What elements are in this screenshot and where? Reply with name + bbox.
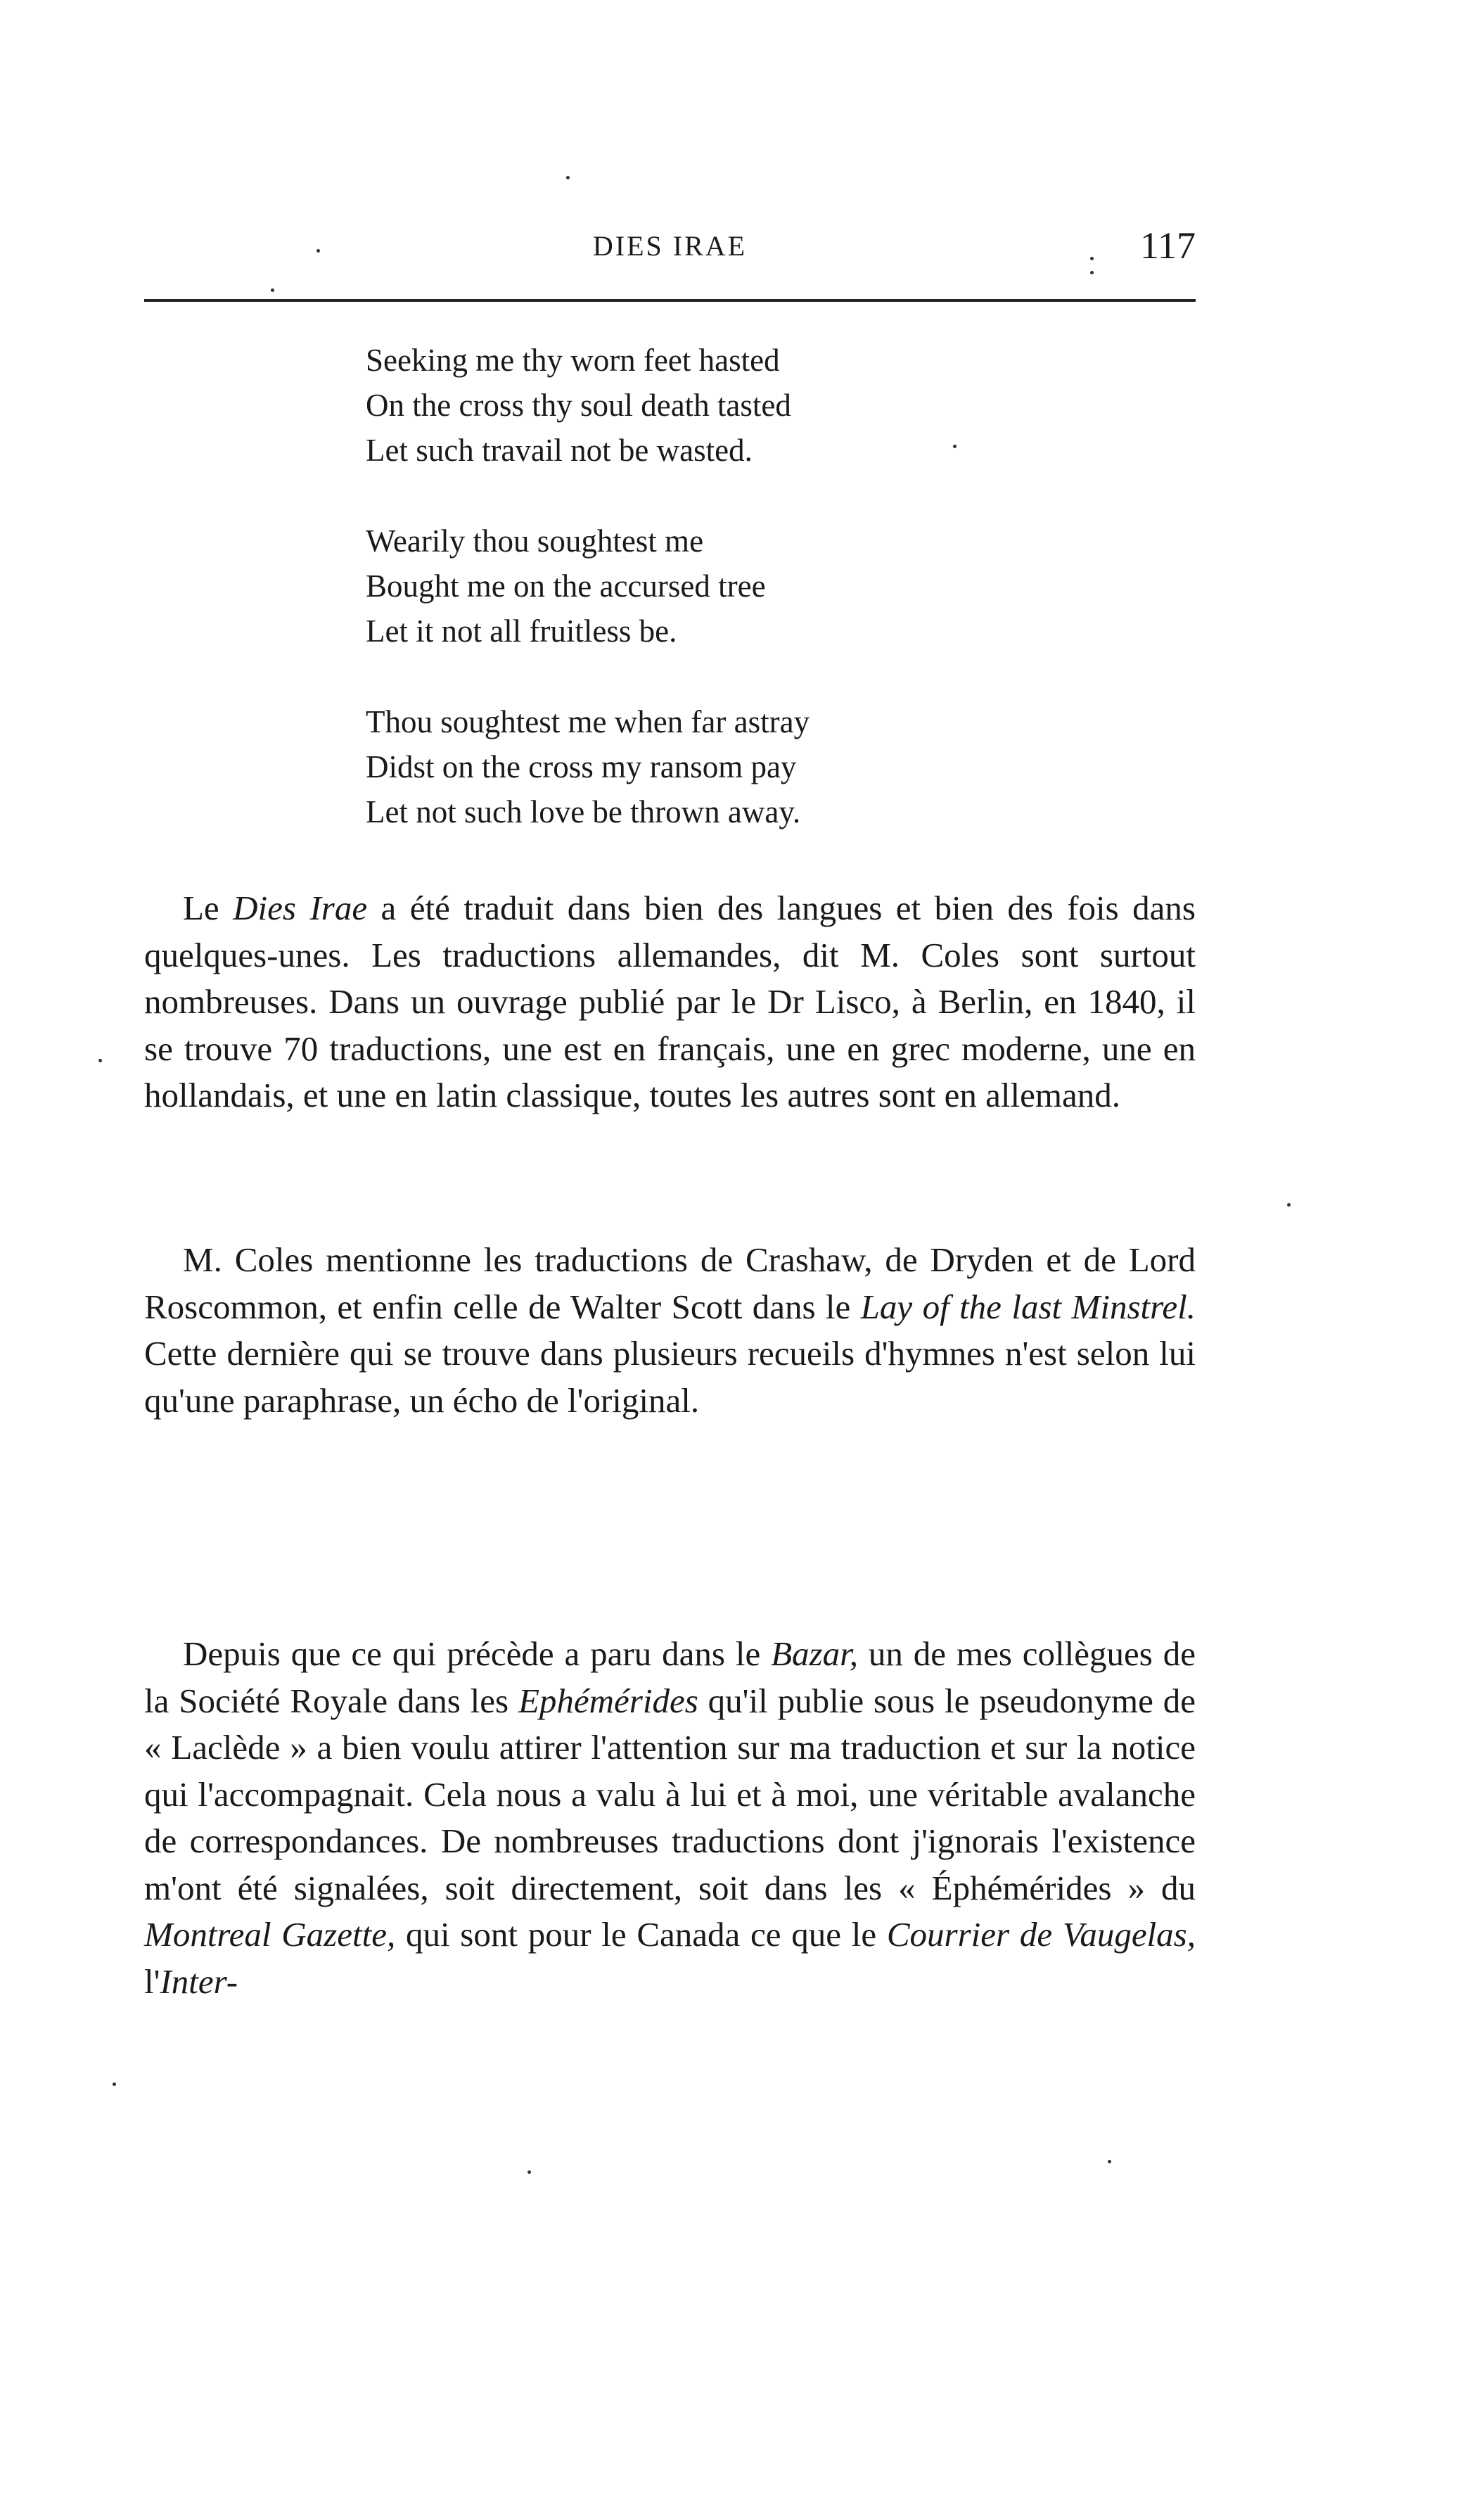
scan-speck (953, 445, 957, 448)
italic-title: Montreal Gazette, (144, 1915, 396, 1954)
poem-line: Didst on the cross my ransom pay (366, 749, 797, 784)
scan-speck (98, 1059, 102, 1062)
poem-line: Thou soughtest me when far astray (366, 704, 810, 739)
scan-speck (566, 176, 570, 179)
scan-speck (1287, 1203, 1291, 1207)
poem-line: Let it not all fruitless be. (366, 613, 677, 649)
scan-speck (271, 288, 274, 292)
poem-stanza (366, 338, 810, 473)
paragraph-text: un de mes collègues de la Société Royale dans les (144, 1634, 1196, 1720)
paragraph-text: a été traduit dans bien des langues et bien des fois dans quelques-unes. Les traductions allemandes, dit M. Coles sont surtout nombreuses. Dans un ouvrage publié par le Dr Lisco, à Berlin, en 1840, il se trouve 70 traductions, une est en français, une en grec moderne, une en hollandais, et une en latin classique, toutes les autres sont en allemand. (144, 889, 1196, 1114)
paragraph-translations-count (144, 885, 1196, 1119)
poem (366, 338, 810, 834)
poem-line: Wearily thou soughtest me (366, 523, 704, 559)
scan-speck (1090, 271, 1094, 274)
italic-title: Ephémérides (518, 1681, 698, 1720)
paragraph-text: Le (183, 889, 234, 927)
paragraph-text: M. Coles mentionne les traductions de Crashaw, de Dryden et de Lord Roscommon, et enfin celle de Walter Scott dans le (144, 1240, 1196, 1326)
running-header (144, 224, 1196, 280)
poem-line: Let not such love be thrown away. (366, 794, 801, 829)
poem-line: Seeking me thy worn feet hasted (366, 343, 780, 378)
poem-stanza (366, 519, 810, 654)
italic-title: Dies Irae (233, 889, 368, 927)
paragraph-text: qui sont pour le Canada ce que le (395, 1915, 887, 1954)
italic-title: Bazar, (771, 1634, 858, 1673)
running-title: DIES IRAE (592, 230, 748, 262)
header-rule (144, 299, 1196, 302)
italic-title: Courrier de Vaugelas, (886, 1915, 1196, 1954)
italic-title: Lay of the last Minstrel. (860, 1287, 1196, 1326)
scan-speck (527, 2170, 531, 2174)
poem-line: On the cross thy soul death tasted (366, 388, 791, 423)
scan-speck (113, 2082, 116, 2086)
paragraph-english-translations (144, 1237, 1196, 1424)
paragraph-text: Cette dernière qui se trouve dans plusieurs recueils d'hymnes n'est selon lui qu'une paraphrase, un écho de l'original. (144, 1334, 1196, 1420)
paragraph-correspondence (144, 1631, 1196, 2005)
scan-speck (1090, 257, 1094, 260)
poem-stanza (366, 699, 810, 834)
scan-speck (1108, 2160, 1111, 2163)
poem-line: Let such travail not be wasted. (366, 433, 753, 468)
scan-speck (316, 249, 320, 253)
paragraph-text: Depuis que ce qui précède a paru dans le (183, 1634, 772, 1673)
italic-title: Inter- (160, 1961, 238, 2001)
paragraph-text: l' (144, 1961, 160, 2001)
page-number: 117 (1140, 224, 1196, 267)
paragraph-text: qu'il publie sous le pseudonyme de « Laclède » a bien voulu attirer l'attention sur ma traduction et sur la notice qui l'accompagnait. Cela nous a valu à lui et à moi, une véritable avalanche de correspondances. De nombreuses traductions dont j'ignorais l'existence m'ont été signalées, soit directement, soit dans les « Éphémérides » du (144, 1681, 1196, 1907)
poem-line: Bought me on the accursed tree (366, 568, 766, 604)
